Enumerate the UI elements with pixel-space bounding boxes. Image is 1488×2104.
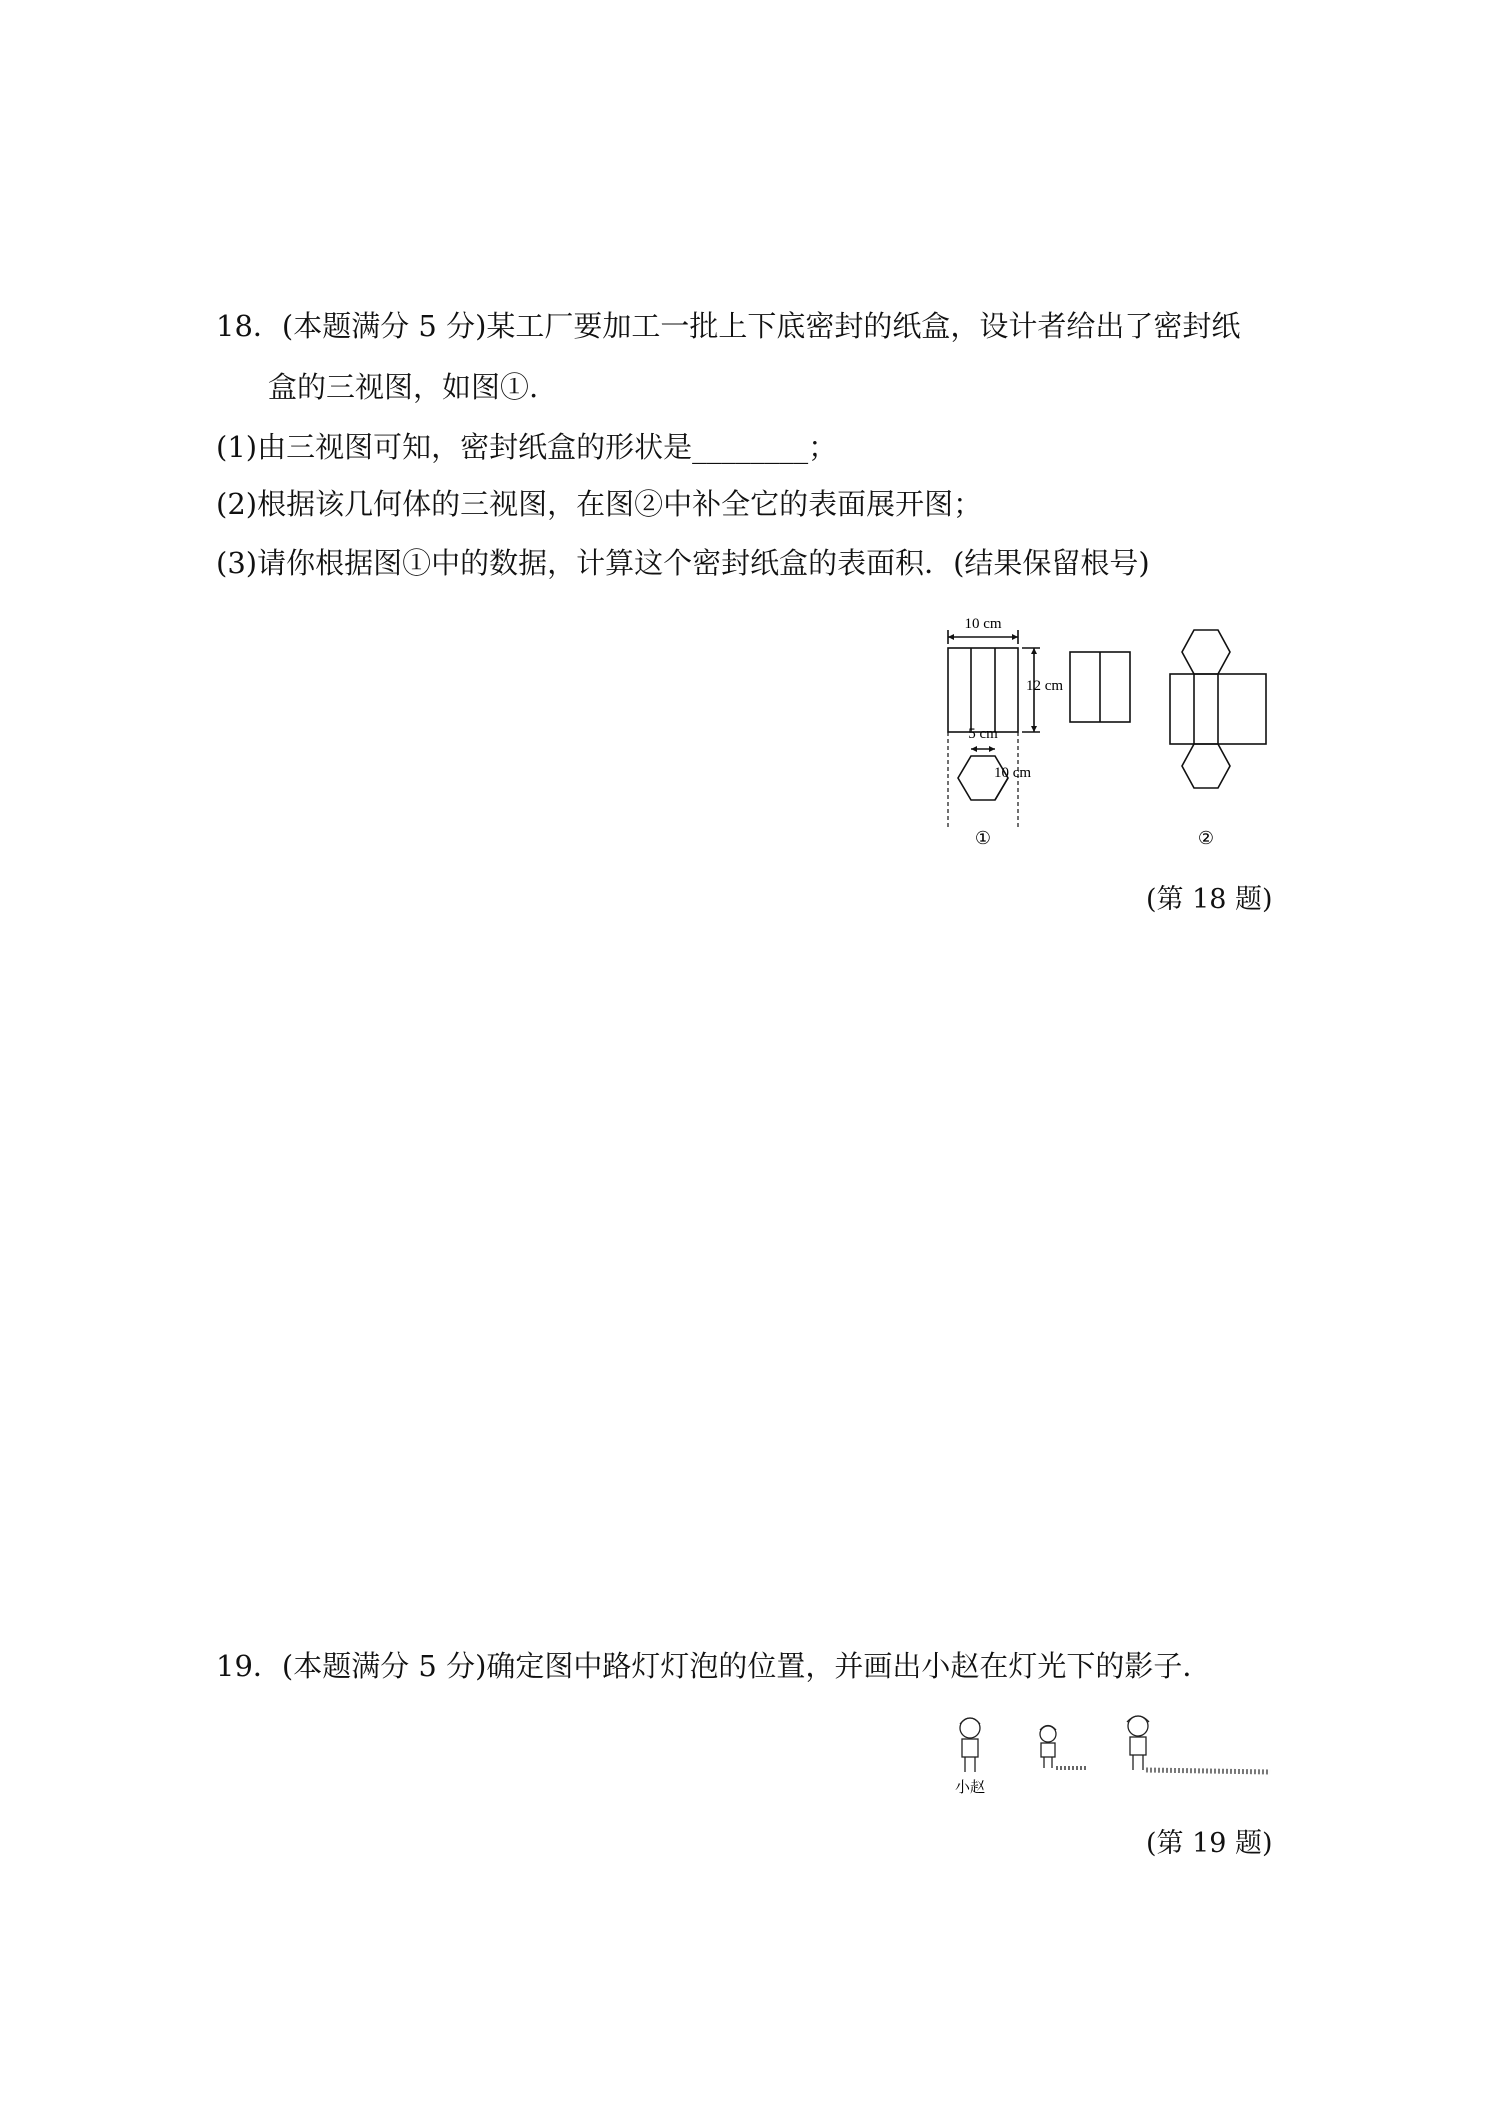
q18-figure — [930, 610, 1270, 850]
dim-diag: 10 cm — [994, 765, 1032, 781]
front-view — [948, 648, 1018, 732]
q19-stem: 19．(本题满分 5 分)确定图中路灯灯泡的位置，并画出小赵在灯光下的影子． — [216, 1649, 1212, 1683]
q18-stem-line1: 18．(本题满分 5 分)某工厂要加工一批上下底密封的纸盒，设计者给出了密封纸 — [216, 309, 1241, 343]
net-bottom-hexagon — [1182, 744, 1230, 788]
person-2 — [1040, 1726, 1056, 1769]
q18-caption: (第 18 题) — [1146, 884, 1273, 915]
q18-part3: (3)请你根据图①中的数据，计算这个密封纸盒的表面积．(结果保留根号) — [216, 546, 1150, 580]
dim-height: 12 cm — [1026, 678, 1064, 694]
person-3 — [1127, 1716, 1149, 1770]
person-label: 小赵 — [954, 1780, 986, 1796]
q19-figure — [940, 1710, 1280, 1800]
q19-caption: (第 19 题) — [1146, 1828, 1273, 1859]
person-xiaozhao — [960, 1718, 980, 1772]
label-fig2: ② — [1197, 828, 1215, 848]
net-top-hexagon — [1182, 630, 1230, 674]
label-fig1: ① — [974, 828, 992, 848]
shadow-person-3 — [1146, 1770, 1270, 1772]
q18-part2: (2)根据该几何体的三视图，在图②中补全它的表面展开图； — [216, 487, 983, 521]
dim-width: 10 cm — [964, 616, 1002, 632]
q18-stem-line2: 盒的三视图，如图①. — [268, 370, 539, 404]
q18-part1: (1)由三视图可知，密封纸盒的形状是________； — [216, 430, 838, 464]
dim-side: 5 cm — [968, 726, 998, 742]
